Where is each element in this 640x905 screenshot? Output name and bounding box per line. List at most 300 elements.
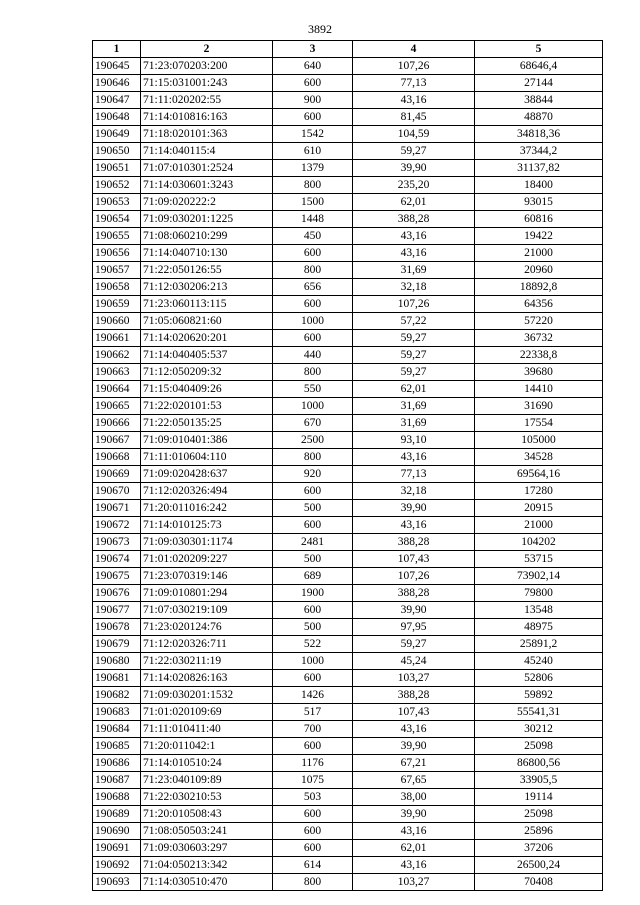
table-cell-col-1: 190676	[93, 585, 141, 602]
table-row	[93, 75, 603, 92]
table-row	[93, 585, 603, 602]
table-header	[93, 41, 603, 58]
table-cell-col-4: 107,43	[353, 704, 475, 721]
header-row	[93, 41, 603, 58]
table-cell-col-5: 59892	[475, 687, 603, 704]
table-cell-col-5: 25098	[475, 806, 603, 823]
table-cell-col-4: 43,16	[353, 92, 475, 109]
table-cell-col-4: 43,16	[353, 517, 475, 534]
table-cell-col-1: 190661	[93, 330, 141, 347]
table-cell-col-2: 71:14:030510:470	[141, 874, 273, 891]
table-row	[93, 194, 603, 211]
table-cell-col-1: 190688	[93, 789, 141, 806]
table-cell-col-5: 36732	[475, 330, 603, 347]
table-cell-col-3: 689	[273, 568, 353, 585]
table-cell-col-5: 45240	[475, 653, 603, 670]
table-cell-col-2: 71:23:020124:76	[141, 619, 273, 636]
table-row	[93, 313, 603, 330]
table-cell-col-4: 67,65	[353, 772, 475, 789]
table-cell-col-2: 71:22:020101:53	[141, 398, 273, 415]
table-cell-col-1: 190663	[93, 364, 141, 381]
table-cell-col-5: 48870	[475, 109, 603, 126]
table-cell-col-4: 32,18	[353, 279, 475, 296]
table-cell-col-4: 43,16	[353, 245, 475, 262]
table-cell-col-2: 71:08:050503:241	[141, 823, 273, 840]
table-cell-col-2: 71:08:060210:299	[141, 228, 273, 245]
table-cell-col-3: 900	[273, 92, 353, 109]
table-cell-col-1: 190683	[93, 704, 141, 721]
table-cell-col-3: 600	[273, 823, 353, 840]
column-header-2: 2	[141, 41, 273, 58]
table-cell-col-1: 190673	[93, 534, 141, 551]
table-cell-col-2: 71:14:040710:130	[141, 245, 273, 262]
table-cell-col-1: 190669	[93, 466, 141, 483]
table-cell-col-3: 1426	[273, 687, 353, 704]
table-cell-col-2: 71:23:040109:89	[141, 772, 273, 789]
table-cell-col-4: 45,24	[353, 653, 475, 670]
table-cell-col-5: 18892,8	[475, 279, 603, 296]
table-cell-col-5: 73902,14	[475, 568, 603, 585]
table-cell-col-3: 517	[273, 704, 353, 721]
table-cell-col-3: 1000	[273, 313, 353, 330]
table-cell-col-2: 71:09:010801:294	[141, 585, 273, 602]
table-row	[93, 755, 603, 772]
table-cell-col-1: 190657	[93, 262, 141, 279]
table-cell-col-5: 48975	[475, 619, 603, 636]
table-cell-col-3: 670	[273, 415, 353, 432]
table-cell-col-4: 67,21	[353, 755, 475, 772]
table-body	[93, 58, 603, 891]
table-cell-col-2: 71:09:020428:637	[141, 466, 273, 483]
table-cell-col-5: 31137,82	[475, 160, 603, 177]
table-cell-col-2: 71:23:060113:115	[141, 296, 273, 313]
table-row	[93, 806, 603, 823]
table-cell-col-3: 920	[273, 466, 353, 483]
table-cell-col-4: 104,59	[353, 126, 475, 143]
table-cell-col-2: 71:11:020202:55	[141, 92, 273, 109]
table-cell-col-4: 107,26	[353, 296, 475, 313]
table-cell-col-2: 71:14:010510:24	[141, 755, 273, 772]
table-cell-col-4: 235,20	[353, 177, 475, 194]
table-cell-col-3: 656	[273, 279, 353, 296]
table-cell-col-3: 600	[273, 840, 353, 857]
table-cell-col-5: 37206	[475, 840, 603, 857]
table-cell-col-5: 20960	[475, 262, 603, 279]
table-cell-col-3: 600	[273, 296, 353, 313]
table-row	[93, 143, 603, 160]
table-cell-col-2: 71:18:020101:363	[141, 126, 273, 143]
table-cell-col-3: 522	[273, 636, 353, 653]
table-row	[93, 704, 603, 721]
table-cell-col-3: 1176	[273, 755, 353, 772]
table-row	[93, 823, 603, 840]
table-cell-col-1: 190685	[93, 738, 141, 755]
table-cell-col-5: 33905,5	[475, 772, 603, 789]
table-cell-col-5: 31690	[475, 398, 603, 415]
table-cell-col-2: 71:14:020826:163	[141, 670, 273, 687]
table-cell-col-1: 190665	[93, 398, 141, 415]
table-row	[93, 500, 603, 517]
table-cell-col-5: 38844	[475, 92, 603, 109]
table-cell-col-4: 43,16	[353, 857, 475, 874]
table-cell-col-4: 107,43	[353, 551, 475, 568]
table-row	[93, 398, 603, 415]
table-row	[93, 92, 603, 109]
table-row	[93, 874, 603, 891]
table-row	[93, 602, 603, 619]
table-cell-col-3: 503	[273, 789, 353, 806]
table-cell-col-2: 71:11:010411:40	[141, 721, 273, 738]
table-row	[93, 58, 603, 75]
table-row	[93, 415, 603, 432]
table-cell-col-4: 97,95	[353, 619, 475, 636]
table-cell-col-4: 38,00	[353, 789, 475, 806]
table-cell-col-1: 190682	[93, 687, 141, 704]
table-row	[93, 857, 603, 874]
table-cell-col-2: 71:12:030206:213	[141, 279, 273, 296]
table-row	[93, 449, 603, 466]
table-row	[93, 262, 603, 279]
column-header-5: 5	[475, 41, 603, 58]
table-cell-col-2: 71:07:030219:109	[141, 602, 273, 619]
table-cell-col-3: 440	[273, 347, 353, 364]
table-cell-col-3: 640	[273, 58, 353, 75]
table-cell-col-2: 71:22:030211:19	[141, 653, 273, 670]
table-row	[93, 279, 603, 296]
table-cell-col-2: 71:20:011042:1	[141, 738, 273, 755]
table-cell-col-2: 71:09:030603:297	[141, 840, 273, 857]
table-cell-col-4: 31,69	[353, 415, 475, 432]
table-cell-col-5: 55541,31	[475, 704, 603, 721]
table-cell-col-4: 59,27	[353, 636, 475, 653]
table-cell-col-2: 71:14:020620:201	[141, 330, 273, 347]
table-cell-col-3: 800	[273, 177, 353, 194]
table-cell-col-5: 37344,2	[475, 143, 603, 160]
table-cell-col-5: 57220	[475, 313, 603, 330]
table-row	[93, 636, 603, 653]
table-row	[93, 738, 603, 755]
table-cell-col-3: 500	[273, 500, 353, 517]
table-cell-col-2: 71:09:030301:1174	[141, 534, 273, 551]
table-cell-col-5: 26500,24	[475, 857, 603, 874]
table-cell-col-1: 190691	[93, 840, 141, 857]
table-cell-col-4: 59,27	[353, 364, 475, 381]
table-cell-col-1: 190684	[93, 721, 141, 738]
table-cell-col-1: 190655	[93, 228, 141, 245]
table-cell-col-3: 1000	[273, 398, 353, 415]
table-cell-col-2: 71:23:070319:146	[141, 568, 273, 585]
table-cell-col-1: 190692	[93, 857, 141, 874]
table-cell-col-2: 71:12:020326:494	[141, 483, 273, 500]
table-cell-col-5: 17280	[475, 483, 603, 500]
table-cell-col-2: 71:15:031001:243	[141, 75, 273, 92]
table-cell-col-5: 18400	[475, 177, 603, 194]
table-cell-col-2: 71:09:030201:1532	[141, 687, 273, 704]
table-cell-col-4: 57,22	[353, 313, 475, 330]
table-cell-col-2: 71:09:010401:386	[141, 432, 273, 449]
table-row	[93, 653, 603, 670]
table-cell-col-4: 39,90	[353, 500, 475, 517]
table-cell-col-5: 93015	[475, 194, 603, 211]
table-cell-col-5: 19114	[475, 789, 603, 806]
table-cell-col-3: 600	[273, 670, 353, 687]
table-cell-col-1: 190681	[93, 670, 141, 687]
table-cell-col-3: 1900	[273, 585, 353, 602]
table-cell-col-3: 450	[273, 228, 353, 245]
table-cell-col-5: 25891,2	[475, 636, 603, 653]
table-row	[93, 432, 603, 449]
table-cell-col-4: 388,28	[353, 534, 475, 551]
table-cell-col-3: 600	[273, 806, 353, 823]
table-cell-col-1: 190647	[93, 92, 141, 109]
table-cell-col-1: 190670	[93, 483, 141, 500]
table-cell-col-2: 71:05:060821:60	[141, 313, 273, 330]
table-cell-col-3: 800	[273, 449, 353, 466]
table-cell-col-4: 62,01	[353, 840, 475, 857]
table-cell-col-4: 59,27	[353, 347, 475, 364]
table-cell-col-5: 70408	[475, 874, 603, 891]
table-cell-col-5: 64356	[475, 296, 603, 313]
table-cell-col-2: 71:09:020222:2	[141, 194, 273, 211]
table-cell-col-1: 190679	[93, 636, 141, 653]
table-cell-col-4: 103,27	[353, 670, 475, 687]
table-cell-col-2: 71:14:030601:3243	[141, 177, 273, 194]
table-cell-col-4: 43,16	[353, 823, 475, 840]
table-cell-col-4: 31,69	[353, 398, 475, 415]
table-cell-col-3: 2481	[273, 534, 353, 551]
table-row	[93, 160, 603, 177]
table-row	[93, 296, 603, 313]
table-cell-col-1: 190645	[93, 58, 141, 75]
table-cell-col-4: 39,90	[353, 806, 475, 823]
table-cell-col-2: 71:12:020326:711	[141, 636, 273, 653]
table-cell-col-1: 190650	[93, 143, 141, 160]
table-cell-col-2: 71:20:011016:242	[141, 500, 273, 517]
table-cell-col-4: 107,26	[353, 58, 475, 75]
table-cell-col-5: 34818,36	[475, 126, 603, 143]
table-cell-col-3: 600	[273, 517, 353, 534]
table-cell-col-3: 1542	[273, 126, 353, 143]
table-cell-col-3: 500	[273, 619, 353, 636]
table-cell-col-1: 190675	[93, 568, 141, 585]
table-cell-col-5: 21000	[475, 517, 603, 534]
table-cell-col-1: 190668	[93, 449, 141, 466]
table-cell-col-3: 614	[273, 857, 353, 874]
table-cell-col-4: 388,28	[353, 211, 475, 228]
table-cell-col-4: 77,13	[353, 466, 475, 483]
table-cell-col-1: 190653	[93, 194, 141, 211]
table-cell-col-5: 21000	[475, 245, 603, 262]
column-header-4: 4	[353, 41, 475, 58]
table-cell-col-2: 71:20:010508:43	[141, 806, 273, 823]
table-row	[93, 517, 603, 534]
table-cell-col-3: 600	[273, 245, 353, 262]
column-header-1: 1	[93, 41, 141, 58]
table-cell-col-3: 600	[273, 738, 353, 755]
table-cell-col-3: 2500	[273, 432, 353, 449]
table-cell-col-4: 39,90	[353, 160, 475, 177]
table-cell-col-5: 60816	[475, 211, 603, 228]
table-cell-col-4: 59,27	[353, 143, 475, 160]
table-cell-col-4: 107,26	[353, 568, 475, 585]
table-cell-col-1: 190687	[93, 772, 141, 789]
table-cell-col-5: 20915	[475, 500, 603, 517]
table-cell-col-2: 71:07:010301:2524	[141, 160, 273, 177]
table-cell-col-1: 190686	[93, 755, 141, 772]
table-cell-col-3: 500	[273, 551, 353, 568]
table-cell-col-4: 31,69	[353, 262, 475, 279]
table-row	[93, 551, 603, 568]
table-cell-col-1: 190649	[93, 126, 141, 143]
table-row	[93, 466, 603, 483]
table-cell-col-3: 800	[273, 364, 353, 381]
table-row	[93, 670, 603, 687]
table-cell-col-5: 30212	[475, 721, 603, 738]
table-cell-col-4: 39,90	[353, 738, 475, 755]
table-cell-col-3: 1448	[273, 211, 353, 228]
table-cell-col-5: 53715	[475, 551, 603, 568]
table-cell-col-1: 190677	[93, 602, 141, 619]
table-cell-col-2: 71:14:010125:73	[141, 517, 273, 534]
table-cell-col-3: 700	[273, 721, 353, 738]
table-cell-col-1: 190654	[93, 211, 141, 228]
table-cell-col-4: 43,16	[353, 721, 475, 738]
table-cell-col-1: 190646	[93, 75, 141, 92]
table-row	[93, 381, 603, 398]
table-cell-col-5: 13548	[475, 602, 603, 619]
table-cell-col-5: 19422	[475, 228, 603, 245]
table-cell-col-3: 610	[273, 143, 353, 160]
table-cell-col-4: 77,13	[353, 75, 475, 92]
table-row	[93, 568, 603, 585]
table-cell-col-5: 52806	[475, 670, 603, 687]
table-cell-col-2: 71:09:030201:1225	[141, 211, 273, 228]
table-cell-col-1: 190664	[93, 381, 141, 398]
table-cell-col-2: 71:22:050135:25	[141, 415, 273, 432]
table-cell-col-1: 190671	[93, 500, 141, 517]
table-cell-col-1: 190658	[93, 279, 141, 296]
table-cell-col-4: 62,01	[353, 194, 475, 211]
table-row	[93, 347, 603, 364]
table-cell-col-2: 71:15:040409:26	[141, 381, 273, 398]
table-row	[93, 619, 603, 636]
table-cell-col-2: 71:01:020209:227	[141, 551, 273, 568]
table-cell-col-3: 600	[273, 330, 353, 347]
table-cell-col-1: 190652	[93, 177, 141, 194]
table-row	[93, 534, 603, 551]
table-cell-col-1: 190674	[93, 551, 141, 568]
data-table	[92, 40, 603, 891]
table-cell-col-4: 32,18	[353, 483, 475, 500]
table-row	[93, 483, 603, 500]
table-row	[93, 330, 603, 347]
table-row	[93, 177, 603, 194]
table-cell-col-1: 190667	[93, 432, 141, 449]
table-cell-col-1: 190656	[93, 245, 141, 262]
table-row	[93, 245, 603, 262]
table-row	[93, 840, 603, 857]
table-cell-col-5: 34528	[475, 449, 603, 466]
table-row	[93, 126, 603, 143]
table-cell-col-5: 17554	[475, 415, 603, 432]
table-cell-col-3: 1000	[273, 653, 353, 670]
table-cell-col-5: 14410	[475, 381, 603, 398]
page-number: 3892	[308, 22, 332, 36]
table-cell-col-1: 190666	[93, 415, 141, 432]
table-cell-col-5: 22338,8	[475, 347, 603, 364]
table-cell-col-3: 1379	[273, 160, 353, 177]
table-cell-col-2: 71:22:050126:55	[141, 262, 273, 279]
table-cell-col-5: 69564,16	[475, 466, 603, 483]
table-cell-col-5: 25098	[475, 738, 603, 755]
table-cell-col-1: 190648	[93, 109, 141, 126]
table-cell-col-5: 68646,4	[475, 58, 603, 75]
table-cell-col-1: 190680	[93, 653, 141, 670]
table-cell-col-3: 1075	[273, 772, 353, 789]
table-cell-col-2: 71:11:010604:110	[141, 449, 273, 466]
table-cell-col-2: 71:14:040115:4	[141, 143, 273, 160]
table-cell-col-1: 190690	[93, 823, 141, 840]
table-cell-col-2: 71:01:020109:69	[141, 704, 273, 721]
table-cell-col-2: 71:12:050209:32	[141, 364, 273, 381]
table-cell-col-3: 600	[273, 75, 353, 92]
table-cell-col-4: 43,16	[353, 228, 475, 245]
table-cell-col-1: 190693	[93, 874, 141, 891]
table-cell-col-1: 190651	[93, 160, 141, 177]
table-row	[93, 687, 603, 704]
table-cell-col-3: 600	[273, 483, 353, 500]
table-cell-col-4: 43,16	[353, 449, 475, 466]
table-cell-col-5: 39680	[475, 364, 603, 381]
table-cell-col-5: 27144	[475, 75, 603, 92]
table-row	[93, 109, 603, 126]
table-cell-col-1: 190689	[93, 806, 141, 823]
table-cell-col-5: 105000	[475, 432, 603, 449]
table-cell-col-5: 86800,56	[475, 755, 603, 772]
table-row	[93, 721, 603, 738]
table-cell-col-3: 800	[273, 262, 353, 279]
table-cell-col-2: 71:14:040405:537	[141, 347, 273, 364]
table-cell-col-5: 79800	[475, 585, 603, 602]
table-cell-col-2: 71:04:050213:342	[141, 857, 273, 874]
table-row	[93, 772, 603, 789]
table-cell-col-4: 103,27	[353, 874, 475, 891]
table-cell-col-5: 25896	[475, 823, 603, 840]
table-cell-col-2: 71:14:010816:163	[141, 109, 273, 126]
column-header-3: 3	[273, 41, 353, 58]
table-cell-col-4: 388,28	[353, 687, 475, 704]
table-cell-col-1: 190662	[93, 347, 141, 364]
table-cell-col-4: 81,45	[353, 109, 475, 126]
table-cell-col-4: 62,01	[353, 381, 475, 398]
table-row	[93, 789, 603, 806]
table-cell-col-1: 190678	[93, 619, 141, 636]
table-row	[93, 211, 603, 228]
table-cell-col-3: 1500	[273, 194, 353, 211]
table-cell-col-4: 93,10	[353, 432, 475, 449]
table-cell-col-3: 800	[273, 874, 353, 891]
table-cell-col-4: 59,27	[353, 330, 475, 347]
table-cell-col-1: 190660	[93, 313, 141, 330]
table-cell-col-4: 39,90	[353, 602, 475, 619]
table-cell-col-2: 71:23:070203:200	[141, 58, 273, 75]
table-cell-col-4: 388,28	[353, 585, 475, 602]
table-cell-col-3: 550	[273, 381, 353, 398]
table-cell-col-3: 600	[273, 602, 353, 619]
table-cell-col-1: 190672	[93, 517, 141, 534]
table-row	[93, 364, 603, 381]
table-cell-col-3: 600	[273, 109, 353, 126]
